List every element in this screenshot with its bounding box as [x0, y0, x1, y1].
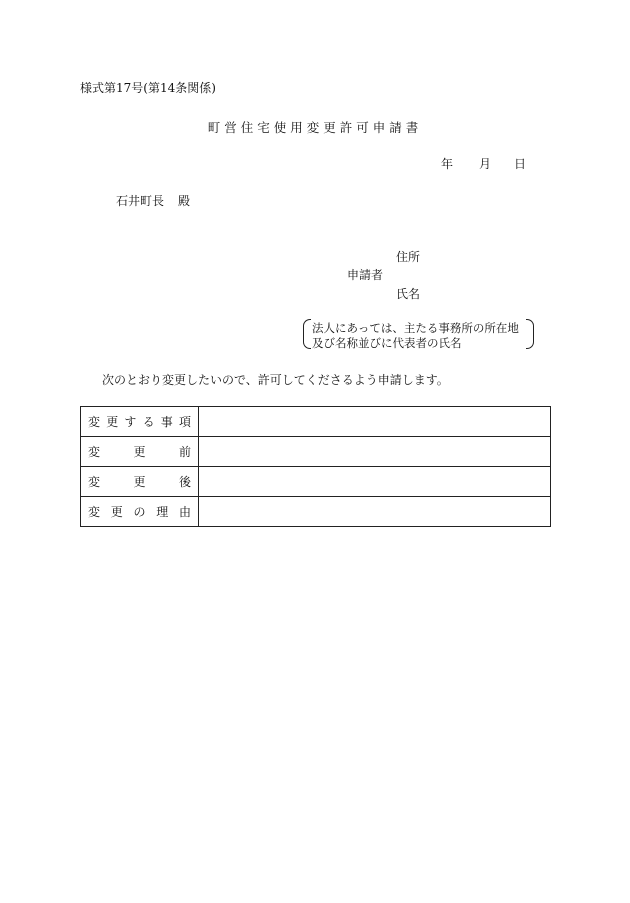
label-char: 事: [160, 415, 173, 429]
row-label: [81, 467, 199, 497]
date-month-label: 月: [479, 157, 492, 171]
table-row: [81, 497, 551, 527]
label-char: 更: [133, 475, 146, 489]
row-label: [81, 407, 199, 437]
label-char: の: [133, 505, 146, 519]
address-label: 住所: [396, 250, 421, 264]
table-row: [81, 467, 551, 497]
label-char: 更: [106, 415, 119, 429]
label-char: 更: [110, 505, 123, 519]
corporate-note-line1: 法人にあっては、主たる事務所の所在地: [312, 321, 519, 335]
addressee-suffix: 殿: [178, 194, 191, 208]
label-char: 変: [88, 445, 101, 459]
reason-field[interactable]: [199, 497, 551, 527]
request-text: 次のとおり変更したいので、許可してくださるよう申請します。: [102, 373, 449, 387]
addressee-name: 石井町長: [116, 194, 165, 208]
left-bracket: [303, 319, 311, 349]
label-char: 前: [178, 445, 191, 459]
applicant-label: 申請者: [347, 268, 384, 282]
corporate-note: [303, 319, 534, 349]
date-year-label: 年: [441, 157, 454, 171]
page-title: 町営住宅使用変更許可申請書: [207, 120, 423, 135]
after-change-field[interactable]: [199, 467, 551, 497]
label-char: る: [142, 415, 155, 429]
change-details-table: [80, 406, 551, 527]
label-char: 由: [178, 505, 191, 519]
right-bracket: [526, 319, 534, 349]
table-row: [81, 437, 551, 467]
name-label: 氏名: [396, 287, 421, 301]
label-char: 理: [156, 505, 169, 519]
before-change-field[interactable]: [199, 437, 551, 467]
date-day-label: 日: [514, 157, 527, 171]
label-char: 変: [88, 475, 101, 489]
label-char: 変: [88, 415, 101, 429]
label-char: 更: [133, 445, 146, 459]
change-item-field[interactable]: [199, 407, 551, 437]
label-char: 項: [178, 415, 191, 429]
row-label: [81, 497, 199, 527]
row-label: [81, 437, 199, 467]
label-char: 後: [178, 475, 191, 489]
label-char: 変: [88, 505, 101, 519]
form-number: 様式第17号(第14条関係): [80, 81, 216, 95]
table-row: [81, 407, 551, 437]
label-char: す: [124, 415, 137, 429]
corporate-note-line2: 及び名称並びに代表者の氏名: [312, 336, 462, 350]
addressee: [116, 192, 190, 209]
